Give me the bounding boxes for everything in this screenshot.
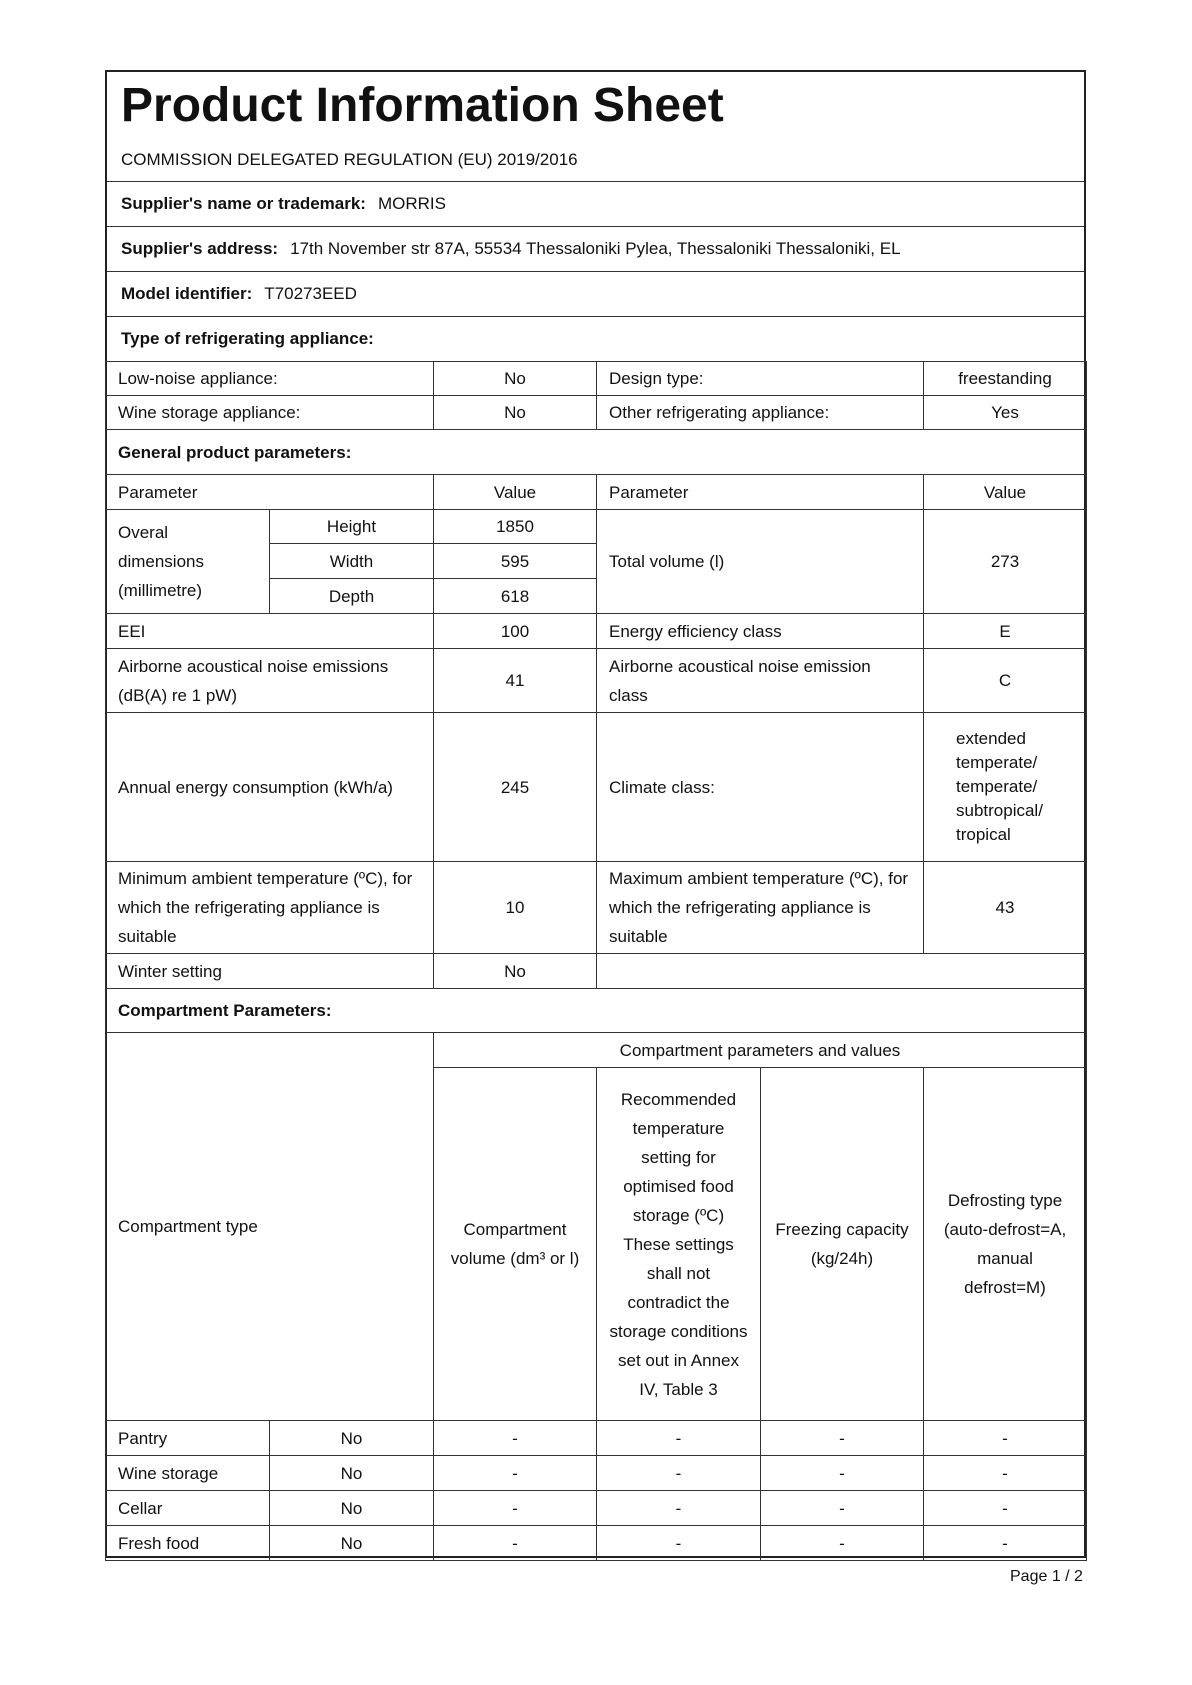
compartment-volume: - — [434, 1456, 597, 1491]
compartment-volume: - — [434, 1526, 597, 1561]
param-label: Design type: — [597, 362, 924, 396]
column-header: Parameter — [106, 475, 434, 510]
regulation-text: COMMISSION DELEGATED REGULATION (EU) 2019/2016 — [121, 150, 578, 169]
table-row — [106, 954, 1087, 989]
table-row — [106, 649, 1087, 713]
compartment-temp: - — [597, 1491, 761, 1526]
param-label: Energy efficiency class — [597, 614, 924, 649]
total-volume-label: Total volume (l) — [597, 510, 924, 614]
dimension-name: Depth — [270, 579, 434, 614]
general-section-label: General product parameters: — [106, 430, 1087, 475]
compartment-name: Wine storage — [106, 1456, 270, 1491]
model-label: Model identifier: — [121, 284, 253, 303]
empty-cell — [597, 954, 1087, 989]
compartment-present: No — [270, 1491, 434, 1526]
param-label: EEI — [106, 614, 434, 649]
page-number: Page 1 / 2 — [1010, 1568, 1083, 1585]
supplier-name-value: MORRIS — [377, 194, 446, 213]
param-value: E — [924, 614, 1087, 649]
column-header: Freezing capacity (kg/24h) — [761, 1068, 924, 1421]
dimensions-label: Overal dimensions (millimetre) — [106, 510, 270, 614]
table-row — [106, 1456, 1087, 1491]
model-value: T70273EED — [264, 284, 357, 303]
compartment-group-header: Compartment parameters and values — [434, 1033, 1087, 1068]
param-value: No — [434, 362, 597, 396]
param-value: 10 — [434, 862, 597, 954]
column-header: Value — [434, 475, 597, 510]
compartment-defrost: - — [924, 1526, 1087, 1561]
table-row — [106, 396, 1087, 430]
compartment-name: Cellar — [106, 1491, 270, 1526]
param-value: freestanding — [924, 362, 1087, 396]
param-label: Wine storage appliance: — [106, 396, 434, 430]
supplier-name-row — [107, 182, 1084, 227]
param-value: 43 — [924, 862, 1087, 954]
compartment-defrost: - — [924, 1456, 1087, 1491]
table-row — [106, 510, 1087, 544]
supplier-address-value: 17th November str 87A, 55534 Thessaloniki Pylea, Thessaloniki Thessaloniki, EL — [290, 239, 901, 258]
param-value: C — [924, 649, 1087, 713]
compartment-freezing: - — [761, 1526, 924, 1561]
total-volume-value: 273 — [924, 510, 1087, 614]
compartment-name: Fresh food — [106, 1526, 270, 1561]
table-row — [106, 713, 1087, 862]
param-label: Climate class: — [597, 713, 924, 862]
param-label: Maximum ambient temperature (ºC), for which the refrigerating appliance is suitable — [597, 862, 924, 954]
compartment-temp: - — [597, 1421, 761, 1456]
supplier-address-row — [107, 227, 1084, 272]
table-row — [106, 1491, 1087, 1526]
param-value: No — [434, 396, 597, 430]
compartment-temp: - — [597, 1456, 761, 1491]
param-label: Airborne acoustical noise emission class — [597, 649, 924, 713]
compartment-defrost: - — [924, 1491, 1087, 1526]
compartment-present: No — [270, 1526, 434, 1561]
page-title: Product Information Sheet — [121, 79, 724, 132]
dimension-value: 595 — [434, 544, 597, 579]
supplier-address-label: Supplier's address: — [121, 239, 279, 258]
table-row — [106, 614, 1087, 649]
param-label: Other refrigerating appliance: — [597, 396, 924, 430]
table-header-row — [106, 1033, 1087, 1068]
compartment-section-label: Compartment Parameters: — [106, 989, 1087, 1033]
model-row — [107, 272, 1084, 317]
table-row — [106, 362, 1087, 396]
compartment-defrost: - — [924, 1421, 1087, 1456]
dimension-value: 618 — [434, 579, 597, 614]
compartment-volume: - — [434, 1491, 597, 1526]
section-heading-row — [106, 989, 1087, 1033]
compartment-name: Pantry — [106, 1421, 270, 1456]
product-information-sheet — [105, 70, 1086, 1558]
param-value: No — [434, 954, 597, 989]
type-section-heading — [107, 317, 1084, 361]
compartment-type-header: Compartment type — [106, 1033, 434, 1421]
param-value: 41 — [434, 649, 597, 713]
table-row — [106, 1526, 1087, 1561]
table-header-row — [106, 475, 1087, 510]
section-heading-row — [106, 430, 1087, 475]
dimension-name: Height — [270, 510, 434, 544]
param-label: Winter setting — [106, 954, 434, 989]
compartment-freezing: - — [761, 1421, 924, 1456]
table-row — [106, 1421, 1087, 1456]
column-header: Value — [924, 475, 1087, 510]
compartment-freezing: - — [761, 1491, 924, 1526]
header-block — [107, 72, 1084, 182]
column-header: Defrosting type (auto-defrost=A, manual defrost=M) — [924, 1068, 1087, 1421]
param-label: Minimum ambient temperature (ºC), for which the refrigerating appliance is suitable — [106, 862, 434, 954]
table-row — [106, 862, 1087, 954]
dimension-value: 1850 — [434, 510, 597, 544]
parameters-table — [105, 361, 1087, 1561]
supplier-name-label: Supplier's name or trademark: — [121, 194, 366, 213]
compartment-present: No — [270, 1421, 434, 1456]
compartment-present: No — [270, 1456, 434, 1491]
column-header: Parameter — [597, 475, 924, 510]
param-label: Airborne acoustical noise emissions (dB(A) re 1 pW) — [106, 649, 434, 713]
compartment-volume: - — [434, 1421, 597, 1456]
param-value: 245 — [434, 713, 597, 862]
compartment-temp: - — [597, 1526, 761, 1561]
param-value: Yes — [924, 396, 1087, 430]
param-value: 100 — [434, 614, 597, 649]
dimension-name: Width — [270, 544, 434, 579]
column-header: Compartment volume (dm³ or l) — [434, 1068, 597, 1421]
param-label: Annual energy consumption (kWh/a) — [106, 713, 434, 862]
compartment-freezing: - — [761, 1456, 924, 1491]
param-label: Low-noise appliance: — [106, 362, 434, 396]
climate-class-value: extended temperate/ temperate/ subtropical/ tropical — [924, 713, 1087, 862]
column-header: Recommended temperature setting for optimised food storage (ºC) These settings shall not contradict the storage conditions set out in Annex IV, Table 3 — [597, 1068, 761, 1421]
type-section-label: Type of refrigerating appliance: — [121, 329, 374, 348]
